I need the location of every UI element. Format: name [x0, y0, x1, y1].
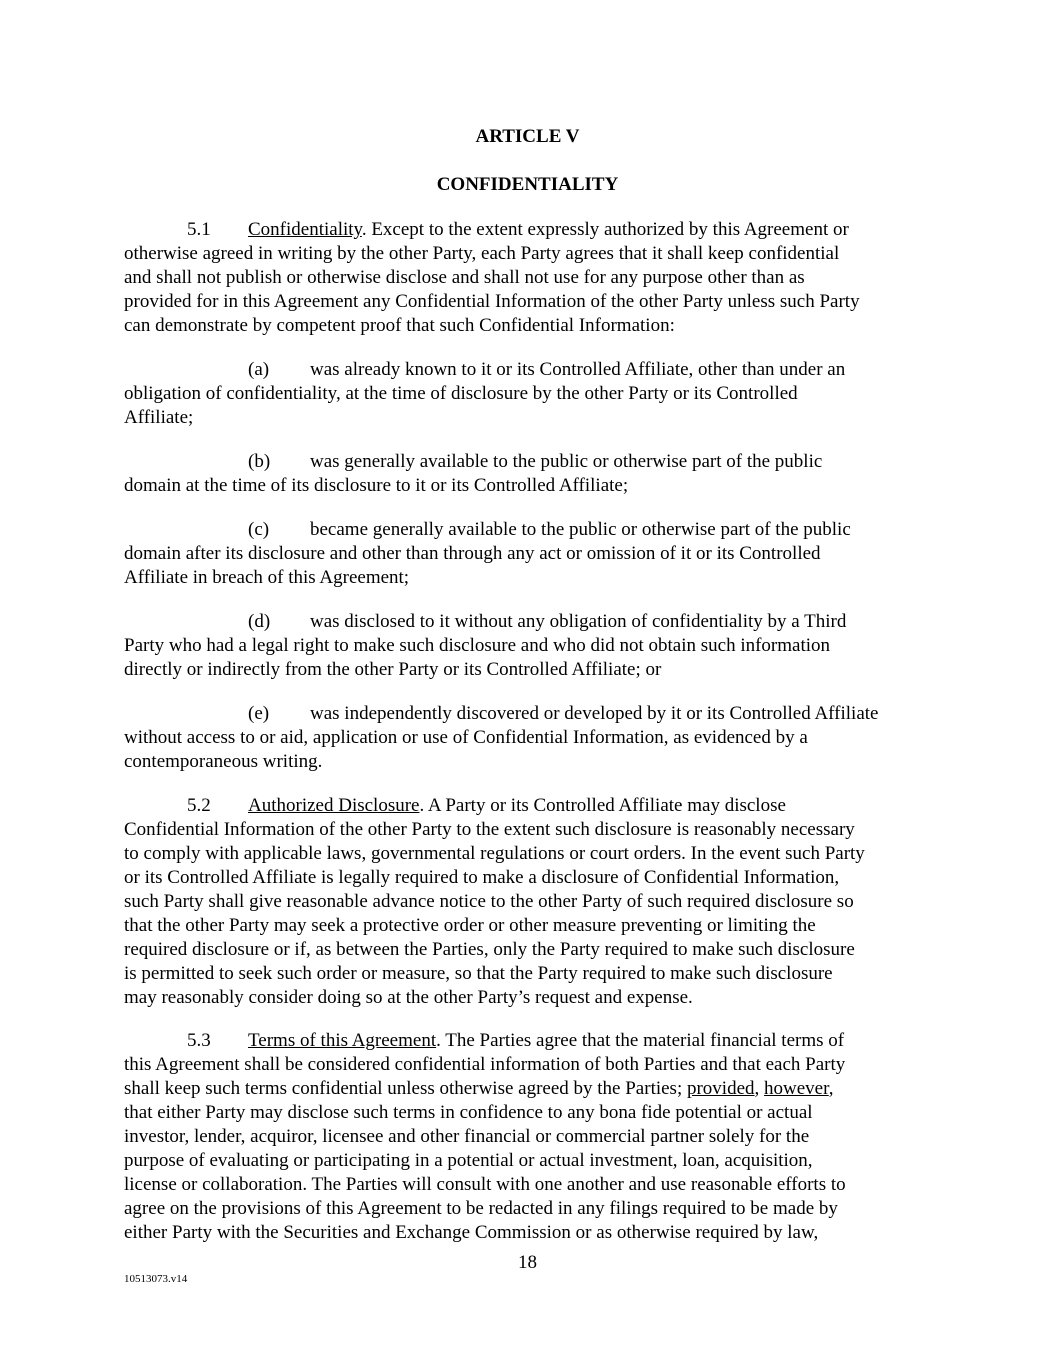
text-line: agree on the provisions of this Agreement to be redacted in any filings required to be made by: [124, 1198, 838, 1219]
clause-label: (c): [248, 519, 270, 540]
text-line: to comply with applicable laws, governmental regulations or court orders. In the event such Party: [124, 843, 865, 864]
text-line: or its Controlled Affiliate is legally required to make a disclosure of Confidential Information,: [124, 867, 840, 888]
document-id: 10513073.v14: [124, 1273, 188, 1285]
section-first-line: [248, 794, 786, 818]
text-line: provided for in this Agreement any Confidential Information of the other Party unless such Party: [124, 291, 860, 312]
text-line: either Party with the Securities and Exchange Commission or as otherwise required by law,: [124, 1222, 819, 1243]
clause-label: (d): [248, 611, 271, 632]
article-title: CONFIDENTIALITY: [436, 174, 619, 195]
text-line: may reasonably consider doing so at the other Party’s request and expense.: [124, 987, 693, 1008]
text-line: directly or indirectly from the other Party or its Controlled Affiliate; or: [124, 659, 662, 680]
section-caption: Confidentiality: [248, 219, 362, 240]
text-line: that the other Party may seek a protective order or other measure preventing or limiting the: [124, 915, 816, 936]
text-line: investor, lender, acquiror, licensee and other financial or commercial partner solely for the: [124, 1126, 810, 1147]
text-line: Party who had a legal right to make such disclosure and who did not obtain such information: [124, 635, 831, 656]
text-line: Affiliate in breach of this Agreement;: [124, 567, 410, 588]
text-line: was generally available to the public or otherwise part of the public: [310, 451, 823, 472]
text-line: such Party shall give reasonable advance notice to the other Party of such required disclosure so: [124, 891, 854, 912]
text-line: without access to or aid, application or use of Confidential Information, as evidenced by a: [124, 727, 808, 748]
text-fragment: shall keep such terms confidential unless otherwise agreed by the Parties;: [124, 1078, 687, 1099]
text-fragment: ,: [828, 1078, 834, 1099]
text-line: became generally available to the public or otherwise part of the public: [310, 519, 851, 540]
text-line: was independently discovered or developed by it or its Controlled Affiliate: [310, 703, 879, 724]
text-line: . A Party or its Controlled Affiliate may disclose: [419, 795, 786, 816]
text-line: . Except to the extent expressly authorized by this Agreement or: [361, 219, 849, 240]
text-fragment: ,: [754, 1078, 765, 1099]
section-first-line: [248, 218, 849, 242]
section-first-line: [248, 1029, 844, 1053]
section-number: 5.3: [187, 1030, 211, 1051]
text-line: purpose of evaluating or participating in a potential or actual investment, loan, acquisition,: [124, 1150, 813, 1171]
text-line: domain at the time of its disclosure to it or its Controlled Affiliate;: [124, 475, 629, 496]
text-line: license or collaboration. The Parties will consult with one another and use reasonable efforts to: [124, 1174, 846, 1195]
text-line: is permitted to seek such order or measure, so that the Party required to make such disclosure: [124, 963, 833, 984]
text-line: Confidential Information of the other Party to the extent such disclosure is reasonably necessary: [124, 819, 855, 840]
text-line: required disclosure or if, as between the Parties, only the Party required to make such disclosure: [124, 939, 855, 960]
text-line: was disclosed to it without any obligation of confidentiality by a Third: [310, 611, 847, 632]
clause-label: (a): [248, 359, 270, 380]
clause-label: (e): [248, 703, 270, 724]
provided-term: provided: [686, 1078, 755, 1099]
text-line: Affiliate;: [124, 407, 194, 428]
section-caption: Terms of this Agreement: [248, 1030, 437, 1051]
text-line: domain after its disclosure and other than through any act or omission of it or its Controlled: [124, 543, 821, 564]
section-number: 5.2: [187, 795, 211, 816]
text-line: otherwise agreed in writing by the other Party, each Party agrees that it shall keep confidential: [124, 243, 840, 264]
text-line: contemporaneous writing.: [124, 751, 323, 772]
however-term: however: [764, 1078, 829, 1099]
article-heading: ARTICLE V: [475, 126, 580, 147]
text-line: that either Party may disclose such terms in confidence to any bona fide potential or actual: [124, 1102, 813, 1123]
section-number: 5.1: [187, 219, 211, 240]
text-line: can demonstrate by competent proof that such Confidential Information:: [124, 315, 675, 336]
page-number: 18: [518, 1252, 537, 1273]
text-line-with-proviso: [124, 1077, 833, 1101]
text-line: . The Parties agree that the material financial terms of: [436, 1030, 845, 1051]
section-caption: Authorized Disclosure: [248, 795, 420, 816]
text-line: this Agreement shall be considered confidential information of both Parties and that each Party: [124, 1054, 846, 1075]
clause-label: (b): [248, 451, 271, 472]
text-line: and shall not publish or otherwise disclose and shall not use for any purpose other than as: [124, 267, 805, 288]
text-line: was already known to it or its Controlled Affiliate, other than under an: [310, 359, 846, 380]
text-line: obligation of confidentiality, at the time of disclosure by the other Party or its Controlled: [124, 383, 798, 404]
